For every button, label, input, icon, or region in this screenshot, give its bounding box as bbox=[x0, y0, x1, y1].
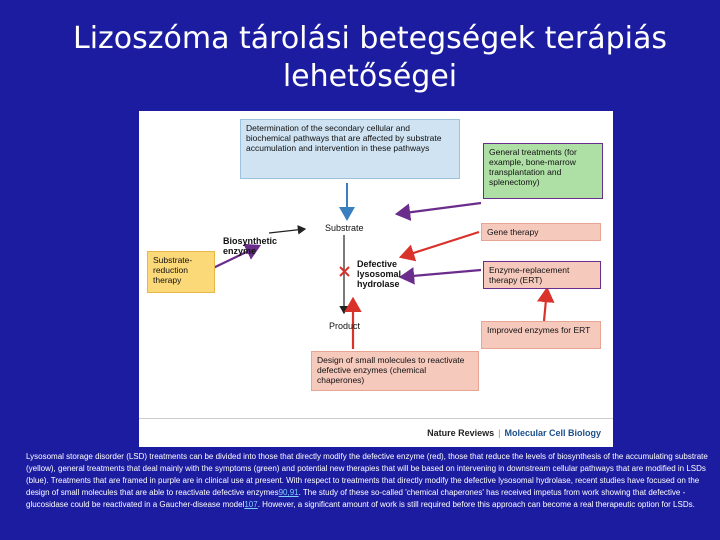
box-gene-therapy-text: Gene therapy bbox=[487, 227, 539, 237]
box-gene-therapy bbox=[481, 223, 601, 241]
arrow-enzyme-replacement bbox=[401, 270, 481, 277]
box-improved-enzymes-text: Improved enzymes for ERT bbox=[487, 325, 591, 335]
box-enzyme-replacement bbox=[483, 261, 601, 289]
caption-text-2: . The study of these so-called 'chemical chaperones' has received impetus from work showing that defective -glucosidase could be reactivated in a Gaucher-disease model bbox=[26, 488, 686, 510]
slide-title-line-1: Lizoszóma tárolási betegségek terápiás bbox=[72, 21, 667, 56]
label-defective-hydrolase bbox=[357, 259, 411, 289]
figure-caption bbox=[26, 451, 716, 511]
arrow-general-treatments bbox=[397, 203, 481, 214]
label-biosynthetic-enzyme bbox=[223, 236, 287, 256]
slide-title bbox=[60, 20, 680, 96]
credit-journal: Molecular Cell Biology bbox=[504, 428, 601, 438]
figure-credit bbox=[139, 418, 613, 447]
caption-text-3: . However, a significant amount of work is still required before this approach can become a real therapeutic option for LSDs. bbox=[257, 500, 695, 510]
box-general-treatments-text: General treatments (for example, bone-marrow transplantation and splenectomy) bbox=[489, 147, 577, 187]
credit-publisher: Nature Reviews bbox=[427, 428, 495, 438]
label-substrate-text: Substrate bbox=[325, 223, 364, 233]
label-defective-hydrolase-text: Defective lysosomal hydrolase bbox=[357, 259, 402, 289]
label-product bbox=[329, 321, 360, 331]
arrow-improved-enzymes bbox=[544, 289, 547, 321]
caption-reference-link-1[interactable]: 90,91 bbox=[278, 488, 299, 498]
box-determination bbox=[240, 119, 460, 179]
box-determination-text: Determination of the secondary cellular and biochemical pathways that are affected by substrate accumulation and intervention in these pathways bbox=[246, 123, 442, 153]
box-small-molecules bbox=[311, 351, 479, 391]
arrow-gene-therapy bbox=[401, 232, 479, 257]
box-general-treatments bbox=[483, 143, 603, 199]
box-substrate-reduction-text: Substrate-reduction therapy bbox=[153, 255, 193, 285]
label-biosynthetic-enzyme-text: Biosynthetic enzyme bbox=[223, 236, 278, 256]
slide-title-line-2: lehetőségei bbox=[282, 59, 458, 94]
caption-text-1: Lysosomal storage disorder (LSD) treatments can be divided into those that directly modify the defective enzyme (red), those that reduce the levels of biosynthesis of the accumulating substrate (yellow), general treatments that deal mainly with the symptoms (green) and potential new therapies that will be based on intervening in downstream cellular pathways that are modified in LSDs (blue). Treatments that are framed in purple are in clinical use at present. With respect to treatments that directly modify the defective lysosomal hydrolase, recent studies have focused on the design of small molecules that are able to reactivate defective enzymes bbox=[26, 452, 708, 498]
treatment-diagram bbox=[139, 111, 613, 447]
arrow-biosynthesis-to-substrate bbox=[269, 229, 305, 233]
box-enzyme-replacement-text: Enzyme-replacement therapy (ERT) bbox=[489, 265, 570, 285]
label-product-text: Product bbox=[329, 321, 361, 331]
box-small-molecules-text: Design of small molecules to reactivate defective enzymes (chemical chaperones) bbox=[317, 355, 465, 385]
box-substrate-reduction bbox=[147, 251, 215, 293]
caption-reference-link-2[interactable]: 107 bbox=[244, 500, 258, 510]
label-substrate bbox=[325, 223, 364, 233]
box-improved-enzymes bbox=[481, 321, 601, 349]
credit-separator: | bbox=[498, 428, 501, 438]
